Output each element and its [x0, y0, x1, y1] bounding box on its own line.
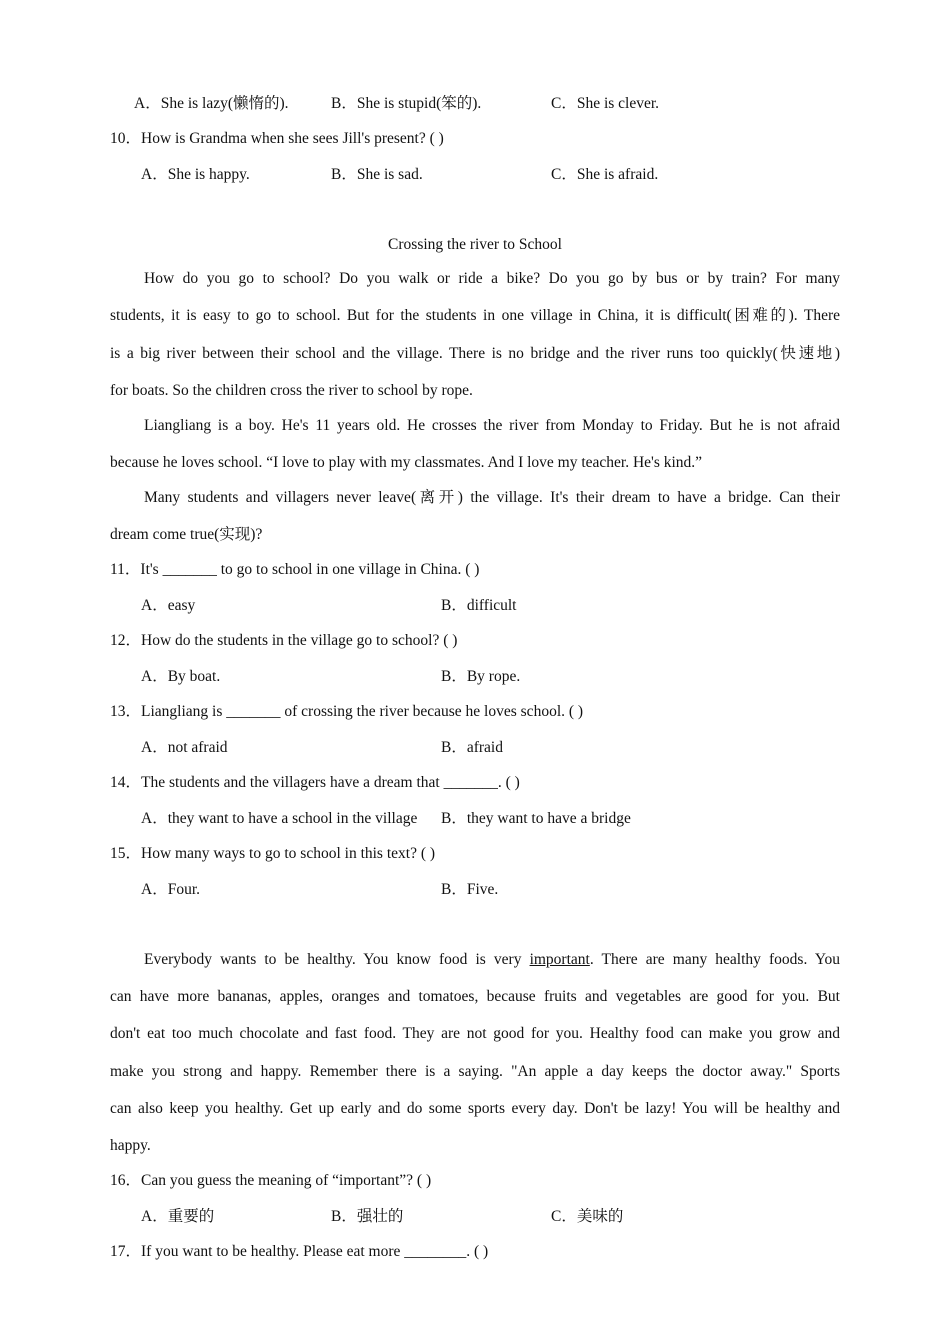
q11-option-a: A．easy: [141, 597, 196, 614]
q16-option-b: B．强壮的: [331, 1208, 404, 1225]
q16-question: 16．Can you guess the meaning of “important”? ( ): [110, 1172, 432, 1189]
q17-question: 17．If you want to be healthy. Please eat more ________. ( ): [110, 1243, 489, 1260]
q11-option-b: B．difficult: [441, 597, 517, 614]
q10-question: 10．How is Grandma when she sees Jill's present? ( ): [110, 130, 444, 147]
underlined-word: important: [529, 951, 590, 968]
q16-option-a: A．重要的: [141, 1208, 215, 1225]
passage-line: happy.: [110, 1137, 151, 1154]
q9-option-c: C．She is clever.: [551, 95, 660, 112]
passage-line: dream come true(实现)?: [110, 526, 263, 543]
q12-option-b: B．By rope.: [441, 668, 521, 685]
q16-option-c: C．美味的: [551, 1208, 624, 1225]
q9-option-b: B．She is stupid(笨的).: [331, 95, 482, 112]
passage-line: Liangliang is a boy. He's 11 years old. He crosses the river from Monday to Friday. But he is not afraid: [144, 417, 840, 434]
passage-line: How do you go to school? Do you walk or ride a bike? Do you go by bus or by train? For many: [144, 270, 840, 287]
q14-question: 14．The students and the villagers have a dream that _______. ( ): [110, 774, 520, 791]
q15-option-b: B．Five.: [441, 881, 499, 898]
q13-option-b: B．afraid: [441, 739, 503, 756]
passage-line: for boats. So the children cross the river to school by rope.: [110, 382, 473, 399]
q13-option-a: A．not afraid: [141, 739, 228, 756]
q14-option-b: B．they want to have a bridge: [441, 810, 631, 827]
passage-line: make you strong and happy. Remember there is a saying. "An apple a day keeps the doctor away." Sports: [110, 1063, 840, 1080]
passage-title: Crossing the river to School: [388, 236, 562, 253]
passage-line: can have more bananas, apples, oranges and tomatoes, because fruits and vegetables are good for you. But: [110, 988, 840, 1005]
passage-line: can also keep you healthy. Get up early and do some sports every day. Don't be lazy! You will be healthy and: [110, 1100, 840, 1117]
q10-option-a: A．She is happy.: [141, 166, 250, 183]
passage-line: is a big river between their school and the village. There is no bridge and the river runs too quickly(快速地): [110, 345, 840, 362]
passage-line: don't eat too much chocolate and fast food. They are not good for you. Healthy food can make you grow and: [110, 1025, 840, 1042]
q14-option-a: A．they want to have a school in the village: [141, 810, 418, 827]
passage-line: [144, 950, 840, 970]
q10-option-b: B．She is sad.: [331, 166, 423, 183]
passage-line: students, it is easy to go to school. But for the students in one village in China, it is difficult(困难的). There: [110, 307, 840, 324]
q12-question: 12．How do the students in the village go to school? ( ): [110, 632, 458, 649]
q15-option-a: A．Four.: [141, 881, 200, 898]
q11-question: 11．It's _______ to go to school in one village in China. ( ): [110, 561, 480, 578]
passage-text: . There are many healthy foods. You: [589, 951, 840, 968]
q15-question: 15．How many ways to go to school in this text? ( ): [110, 845, 436, 862]
passage-text: Everybody wants to be healthy. You know food is very: [144, 951, 530, 968]
passage-line: because he loves school. “I love to play with my classmates. And I love my teacher. He's kind.”: [110, 454, 703, 471]
q13-question: 13．Liangliang is _______ of crossing the river because he loves school. ( ): [110, 703, 584, 720]
q10-option-c: C．She is afraid.: [551, 166, 659, 183]
q9-option-a: A．She is lazy(懒惰的).: [134, 95, 289, 112]
passage-line: Many students and villagers never leave(离开) the village. It's their dream to have a bridge. Can their: [144, 489, 840, 506]
q12-option-a: A．By boat.: [141, 668, 221, 685]
